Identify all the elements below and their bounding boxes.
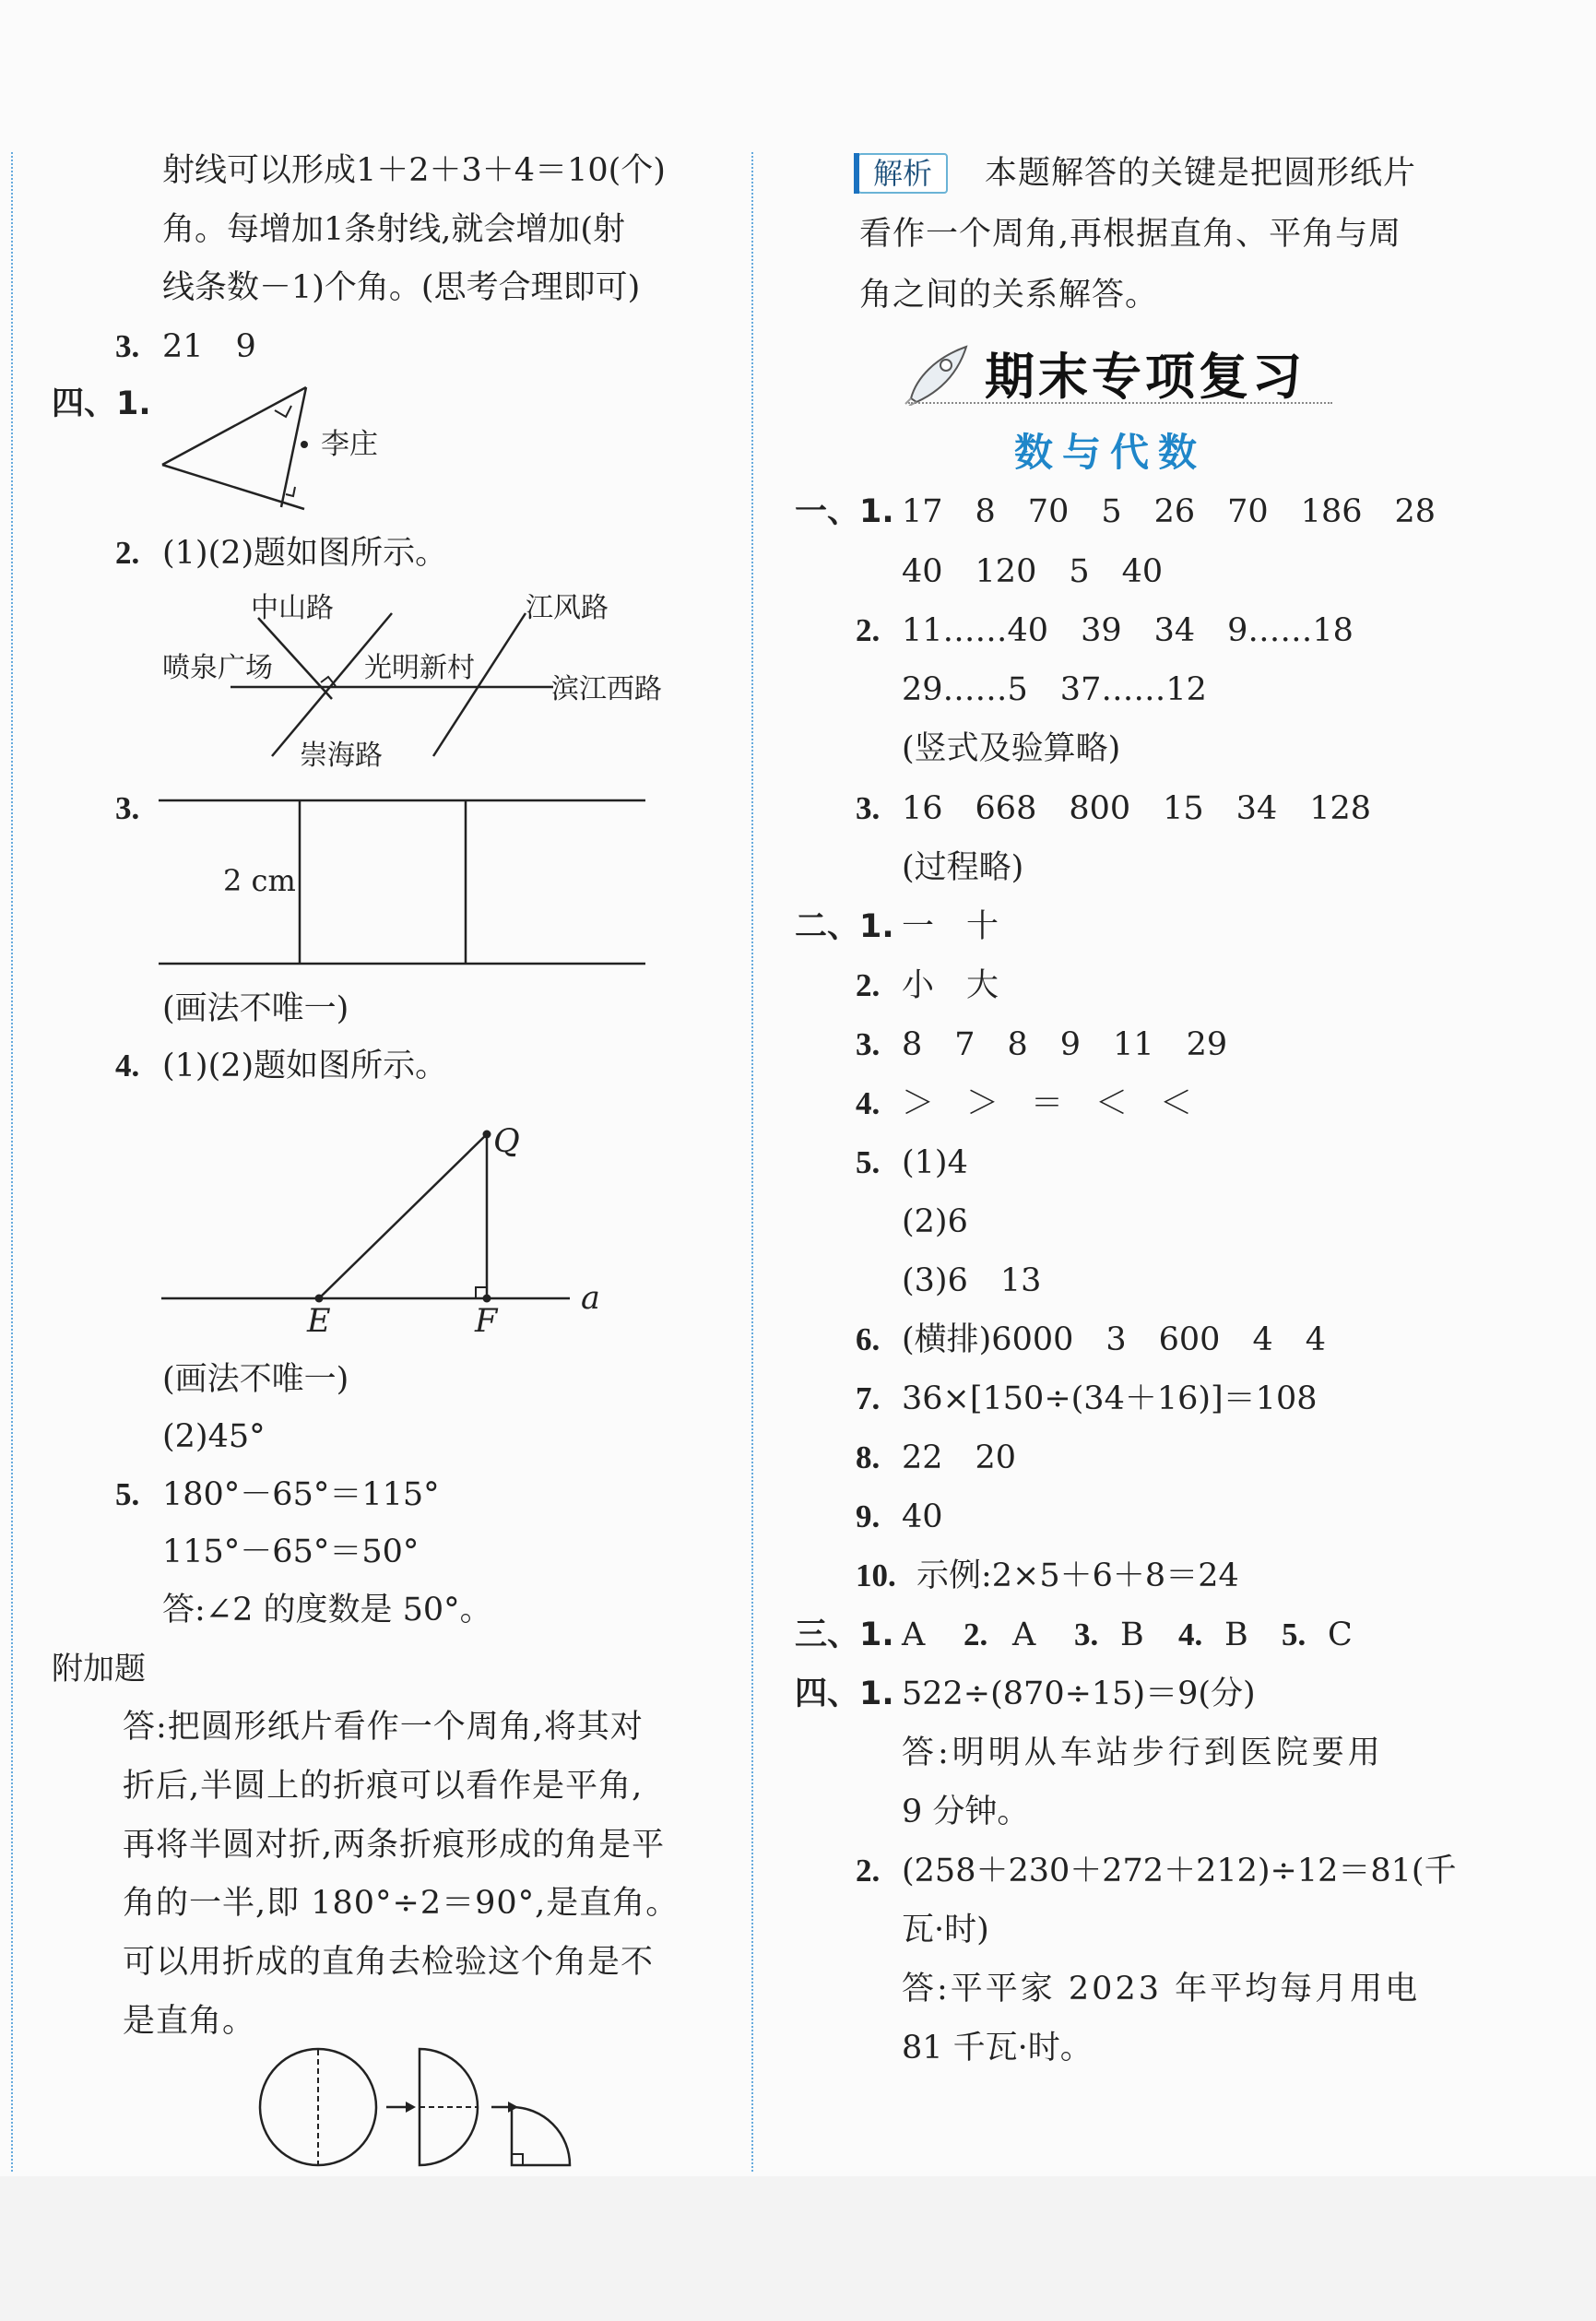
answer-text: 40 bbox=[902, 1498, 943, 1535]
answer-text: (1)4 bbox=[902, 1144, 968, 1181]
answer-text: 21 9 bbox=[162, 328, 256, 365]
question-number: 4. bbox=[115, 1048, 140, 1084]
answer-text: ＞ ＞ ＝ ＜ ＜ bbox=[902, 1085, 1193, 1122]
answer-text: 81 千瓦·时。 bbox=[902, 2030, 1093, 2066]
figure-label: 李庄 bbox=[321, 428, 378, 461]
figure-angle-efq bbox=[157, 1079, 590, 1319]
answer-text: 瓦·时) bbox=[902, 1912, 989, 1948]
section-label: 一、1. bbox=[795, 493, 894, 530]
answer-choice: A bbox=[1012, 1616, 1036, 1653]
map-label: 中山路 bbox=[251, 592, 334, 624]
answer-choice: B bbox=[1224, 1616, 1248, 1653]
question-number: 2. bbox=[856, 1853, 881, 1889]
answer-choice: C bbox=[1328, 1616, 1353, 1653]
map-label: 喷泉广场 bbox=[162, 652, 273, 684]
answer-text: (258＋230＋272＋212)÷12＝81(千 bbox=[902, 1853, 1457, 1889]
text-line: 线条数－1)个角。(思考合理即可) bbox=[162, 269, 641, 306]
map-label: 滨江西路 bbox=[551, 673, 662, 705]
section-label: 三、1. bbox=[795, 1616, 894, 1653]
answer-text: 一 十 bbox=[902, 908, 999, 945]
answer-text: 29……5 37……12 bbox=[902, 671, 1207, 708]
answer-text: (1)(2)题如图所示。 bbox=[162, 535, 448, 572]
question-number: 10. bbox=[856, 1557, 896, 1593]
dimension-label: 2 cm bbox=[223, 863, 296, 898]
question-number: 3. bbox=[856, 790, 881, 826]
answer-text: 答:∠2 的度数是 50°。 bbox=[162, 1592, 492, 1628]
point-label: Q bbox=[493, 1123, 520, 1160]
text-line: 再将半圆对折,两条折痕形成的角是平 bbox=[123, 1827, 666, 1864]
point-label: E bbox=[307, 1303, 331, 1340]
map-label: 江风路 bbox=[526, 592, 609, 624]
question-number: 4. bbox=[856, 1085, 881, 1121]
answer-text: 115°－65°＝50° bbox=[162, 1534, 420, 1570]
note-text: (画法不唯一) bbox=[162, 990, 349, 1027]
answer-text: 答:明明从车站步行到医院要用 bbox=[902, 1735, 1384, 1771]
heading-underline bbox=[908, 402, 1332, 404]
question-number: 5. bbox=[115, 1476, 140, 1512]
answer-text: (过程略) bbox=[902, 849, 1024, 886]
section-label: 四、1. bbox=[795, 1676, 894, 1712]
question-number: 3. bbox=[115, 328, 140, 364]
question-number: 6. bbox=[856, 1321, 881, 1357]
question-number: 3. bbox=[1074, 1616, 1099, 1652]
answer-text: 522÷(870÷15)＝9(分) bbox=[902, 1676, 1256, 1712]
text-line: 是直角。 bbox=[123, 2003, 256, 2040]
answer-text: 16 668 800 15 34 128 bbox=[902, 790, 1372, 827]
line-label: a bbox=[581, 1280, 600, 1317]
question-number: 5. bbox=[1282, 1616, 1306, 1652]
point-label: F bbox=[475, 1303, 498, 1340]
answer-choice: B bbox=[1120, 1616, 1144, 1653]
answer-text: (竖式及验算略) bbox=[902, 730, 1121, 767]
text-line: 角。每增加1条射线,就会增加(射 bbox=[162, 211, 626, 248]
map-label: 光明新村 bbox=[364, 652, 475, 684]
text-line: 答:把圆形纸片看作一个周角,将其对 bbox=[123, 1709, 644, 1746]
extra-section-title: 附加题 bbox=[52, 1651, 146, 1687]
answer-text: 8 7 8 9 11 29 bbox=[902, 1026, 1228, 1063]
question-number: 5. bbox=[856, 1144, 881, 1180]
answer-text: (1)(2)题如图所示。 bbox=[162, 1048, 448, 1084]
question-number: 2. bbox=[964, 1616, 988, 1652]
answer-text: (2)45° bbox=[162, 1418, 266, 1455]
column-divider bbox=[751, 152, 753, 2172]
question-number: 4. bbox=[1178, 1616, 1203, 1652]
question-number: 9. bbox=[856, 1498, 881, 1534]
question-number: 2. bbox=[856, 967, 881, 1003]
left-margin-divider bbox=[11, 152, 13, 2172]
answer-text: 9 分钟。 bbox=[902, 1794, 1030, 1830]
rocket-icon bbox=[904, 341, 973, 406]
answer-text: (3)6 13 bbox=[902, 1262, 1042, 1299]
text-line: 射线可以形成1＋2＋3＋4＝10(个) bbox=[162, 152, 666, 189]
analysis-text: 角之间的关系解答。 bbox=[859, 277, 1159, 314]
note-text: (画法不唯一) bbox=[162, 1361, 349, 1398]
question-number: 7. bbox=[856, 1380, 881, 1416]
page-footer-band bbox=[0, 2176, 1596, 2321]
figure-paper-folding bbox=[254, 2043, 585, 2172]
question-number: 2. bbox=[856, 612, 881, 648]
section-heading: 期末专项复习 bbox=[985, 348, 1306, 406]
figure-perpendicular-lizhuang bbox=[148, 369, 424, 516]
answer-text: 17 8 70 5 26 70 186 28 bbox=[902, 493, 1436, 530]
text-line: 角的一半,即 180°÷2＝90°,是直角。 bbox=[123, 1885, 680, 1922]
question-number: 3. bbox=[856, 1026, 881, 1062]
question-number: 2. bbox=[115, 535, 140, 571]
answer-choice: A bbox=[902, 1616, 926, 1653]
answer-text: 小 大 bbox=[902, 967, 999, 1004]
map-label: 崇海路 bbox=[300, 740, 383, 772]
question-number: 3. bbox=[115, 790, 140, 826]
analysis-badge: 解析 bbox=[857, 153, 948, 194]
subsection-heading: 数与代数 bbox=[1014, 430, 1207, 475]
answer-text: 22 20 bbox=[902, 1439, 1017, 1476]
answer-text: 答:平平家 2023 年平均每月用电 bbox=[902, 1971, 1421, 2007]
answer-text: 示例:2×5＋6＋8＝24 bbox=[916, 1557, 1239, 1594]
question-number: 8. bbox=[856, 1439, 881, 1475]
text-line: 可以用折成的直角去检验这个角是不 bbox=[123, 1944, 655, 1981]
analysis-text: 看作一个周角,再根据直角、平角与周 bbox=[859, 216, 1402, 253]
section-label: 二、1. bbox=[795, 908, 894, 945]
answer-text: (2)6 bbox=[902, 1203, 968, 1240]
answer-text: 180°－65°＝115° bbox=[162, 1476, 440, 1513]
analysis-text: 本题解答的关键是把圆形纸片 bbox=[985, 155, 1417, 192]
text-line: 折后,半圆上的折痕可以看作是平角, bbox=[123, 1768, 644, 1805]
answer-text: 40 120 5 40 bbox=[902, 553, 1164, 590]
answer-text: 36×[150÷(34＋16)]＝108 bbox=[902, 1380, 1318, 1417]
answer-text: 11……40 39 34 9……18 bbox=[902, 612, 1354, 649]
answer-text: (横排)6000 3 600 4 4 bbox=[902, 1321, 1326, 1358]
section-label: 四、1. bbox=[52, 385, 151, 422]
